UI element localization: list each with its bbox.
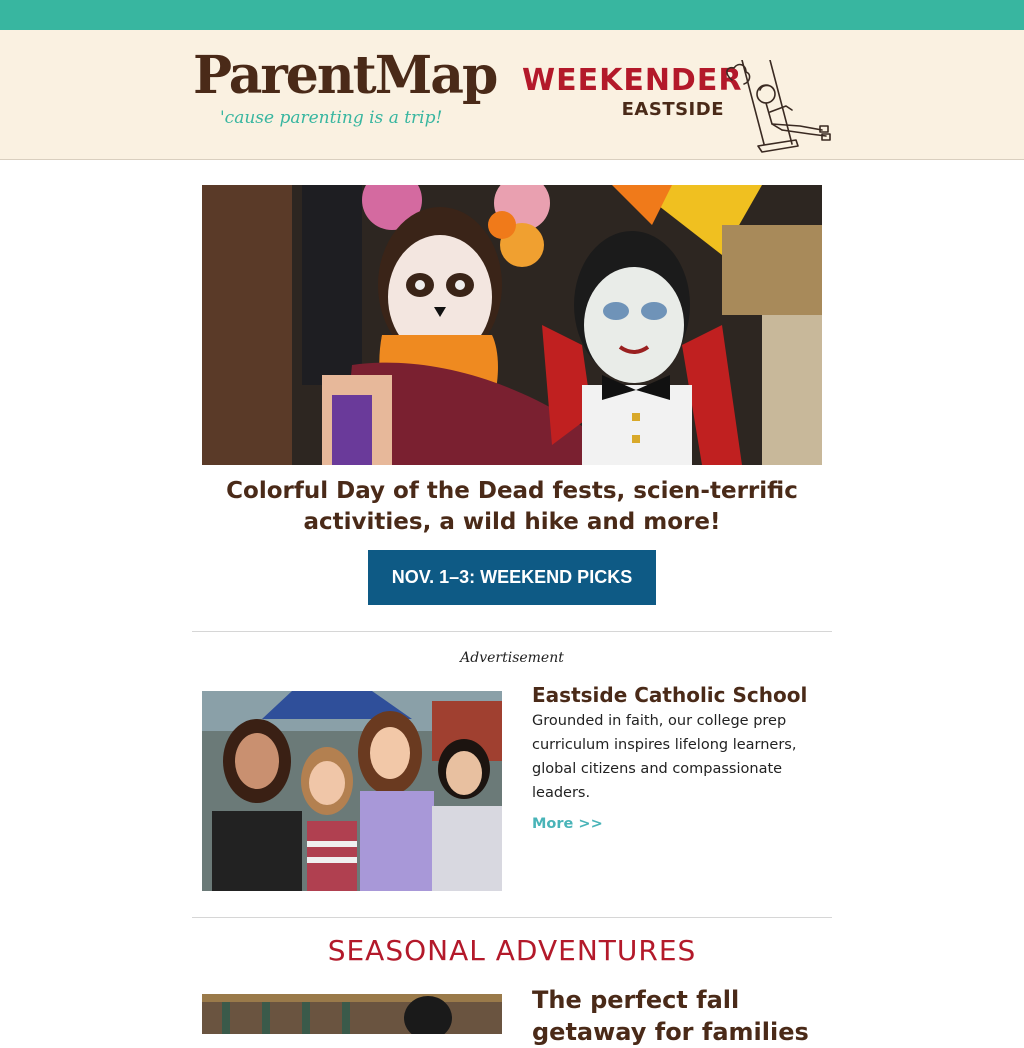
ad-title[interactable]: Eastside Catholic School [532, 683, 808, 707]
weekend-picks-button[interactable]: NOV. 1–3: WEEKEND PICKS [368, 550, 656, 605]
top-accent-bar [0, 0, 1024, 30]
section-title: SEASONAL ADVENTURES [327, 934, 697, 967]
newsletter-name: WEEKENDER [522, 63, 743, 98]
hero-headline: Colorful Day of the Dead fests, scien-terrific activities, a wild hike and more! [226, 478, 798, 535]
hero-image[interactable] [202, 185, 822, 465]
story-title[interactable]: The perfect fall getaway for families [532, 986, 809, 1046]
ad-more-link[interactable]: More >> [532, 816, 603, 832]
divider [192, 631, 832, 632]
logo-tagline: 'cause parenting is a trip! [220, 108, 443, 128]
hero-photo-illustration [202, 185, 822, 465]
story-image[interactable] [202, 994, 502, 1034]
parentmap-logo[interactable]: ParentMap [193, 45, 497, 106]
header [0, 30, 1024, 160]
advertisement-label: Advertisement [460, 650, 564, 666]
newsletter-region: EASTSIDE [621, 99, 724, 120]
ad-description: Grounded in faith, our college prep curriculum inspires lifelong learners, global citizens and compassionate leaders. [532, 713, 797, 801]
ad-image[interactable] [202, 691, 502, 891]
divider [192, 917, 832, 918]
ad-photo-illustration [202, 691, 502, 891]
story-photo-illustration [202, 994, 502, 1034]
swing-illustration-icon [722, 60, 834, 160]
